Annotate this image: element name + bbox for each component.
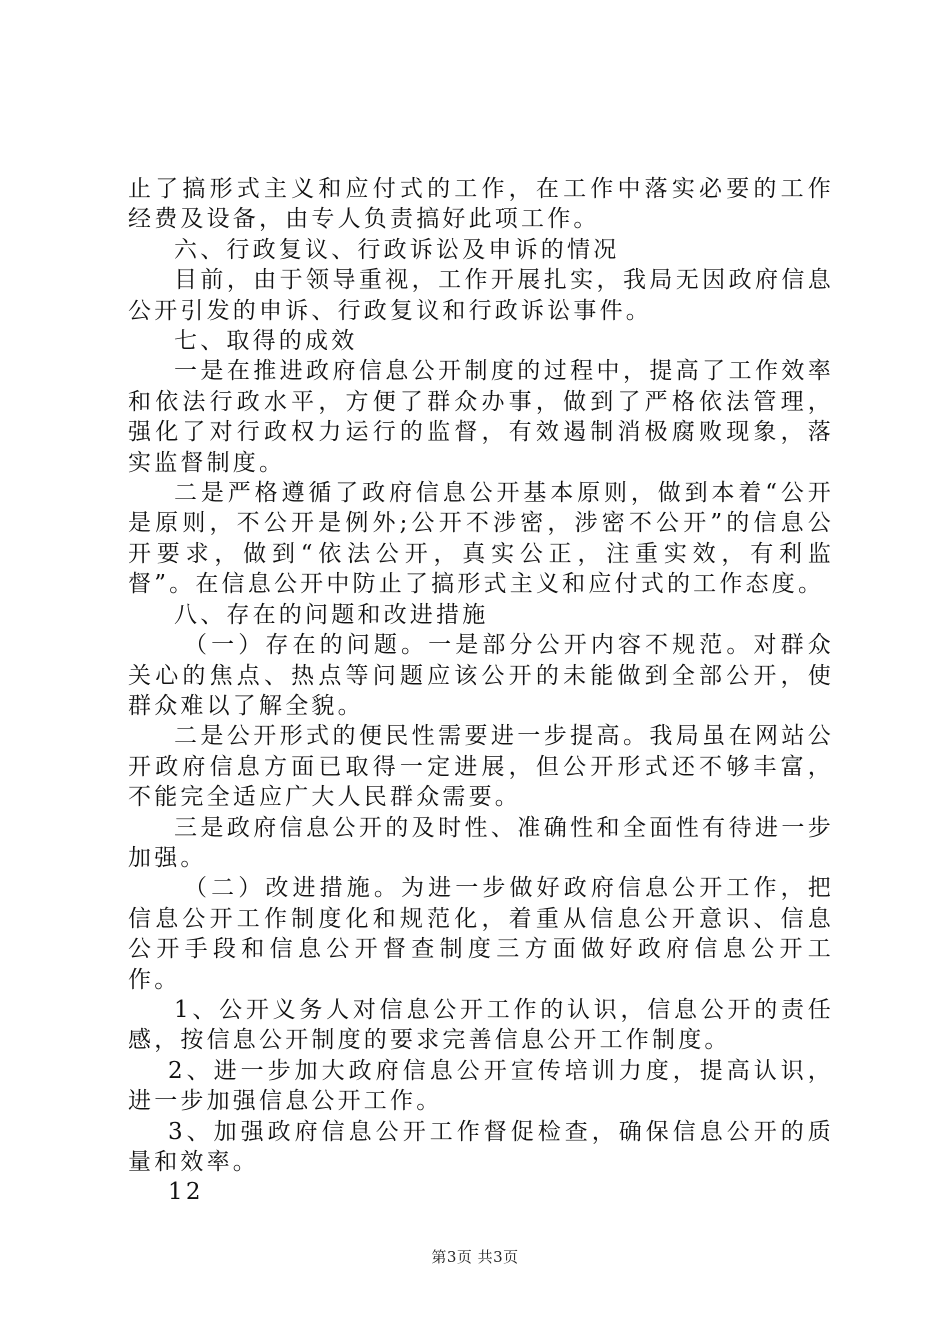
paragraph: 一是在推进政府信息公开制度的过程中，提高了工作效率和依法行政水平，方便了群众办事，做到了严格依法管理，强化了对行政权力运行的监督，有效遏制消极腐败现象，落实监督制度。 [128,358,834,476]
section-heading-eight: 八、存在的问题和改进措施 [174,601,489,628]
paragraph: （二）改进措施。为进一步做好政府信息公开工作，把信息公开工作制度化和规范化，着重从信息公开意识、信息公开手段和信息公开督查制度三方面做好政府信息公开工作。 [128,875,834,993]
paragraph: 二是严格遵循了政府信息公开基本原则，做到本着“公开是原则，不公开是例外;公开不涉密，涉密不公开”的信息公开要求，做到“依法公开，真实公正，注重实效，有利监督”。在信息公开中防止了搞形式主义和应付式的工作态度。 [128,480,834,598]
paragraph: 三是政府信息公开的及时性、准确性和全面性有待进一步加强。 [128,814,834,871]
paragraph-continuation: 止了搞形式主义和应付式的工作，在工作中落实必要的工作经费及设备，由专人负责搞好此项工作。 [128,176,834,233]
page-footer: 第3页 共3页 [431,1248,519,1266]
paragraph: （一）存在的问题。一是部分公开内容不规范。对群众关心的焦点、热点等问题应该公开的未能做到全部公开，使群众难以了解全貌。 [128,632,834,719]
list-item: 3、加强政府信息公开工作督促检查，确保信息公开的质量和效率。 [128,1118,834,1175]
document-body [128,174,834,1208]
section-heading-seven: 七、取得的成效 [174,328,358,355]
paragraph: 二是公开形式的便民性需要进一步提高。我局虽在网站公开政府信息方面已取得一定进展，但公开形式还不够丰富，不能完全适应广大人民群众需要。 [128,723,834,811]
section-heading-six: 六、行政复议、行政诉讼及申诉的情况 [174,236,620,263]
list-item: 1、公开义务人对信息公开工作的认识，信息公开的责任感，按信息公开制度的要求完善信息公开工作制度。 [128,996,834,1054]
paragraph: 12 [168,1179,204,1206]
list-item: 2、进一步加大政府信息公开宣传培训力度，提高认识，进一步加强信息公开工作。 [128,1057,834,1115]
paragraph: 目前，由于领导重视，工作开展扎实，我局无因政府信息公开引发的申诉、行政复议和行政诉讼事件。 [128,267,834,324]
